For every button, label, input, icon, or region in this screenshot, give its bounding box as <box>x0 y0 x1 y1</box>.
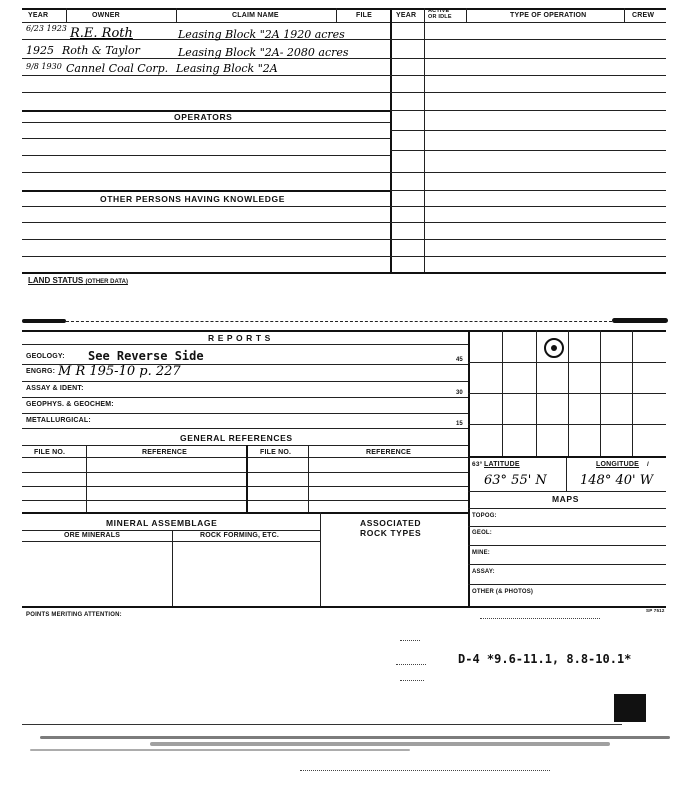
scan-black-block <box>614 694 646 722</box>
header-file: FILE <box>356 12 372 19</box>
longitude-suffix: / <box>647 461 650 468</box>
other-persons-heading: OTHER PERSONS HAVING KNOWLEDGE <box>100 194 286 204</box>
grid-number-45: 45 <box>456 357 463 363</box>
scan-smudge <box>22 319 66 323</box>
scan-noise <box>40 736 670 739</box>
header-or-idle: OR IDLE <box>428 14 452 20</box>
header-active: ACTIVE <box>428 8 450 14</box>
col-reference-2: REFERENCE <box>366 449 411 456</box>
header-type-of-operation: TYPE OF OPERATION <box>510 12 587 19</box>
scan-smudge <box>612 318 668 323</box>
claim-1-owner: R.E. Roth <box>70 26 133 41</box>
claim-2-claim: Leasing Block "2A- 2080 acres <box>178 46 349 59</box>
geology-label: GEOLOGY: <box>26 353 65 360</box>
metallurgical-label: METALLURGICAL: <box>26 417 91 424</box>
geophys-geochem-label: GEOPHYS. & GEOCHEM: <box>26 401 114 408</box>
mineral-assemblage-heading: MINERAL ASSEMBLAGE <box>106 518 218 528</box>
maps-other-label: OTHER (& PHOTOS) <box>472 589 534 595</box>
scan-noise <box>30 749 410 751</box>
latitude-value: 63° 55' N <box>484 473 547 488</box>
index-code: D-4 *9.6-11.1, 8.8-10.1* <box>458 652 632 666</box>
general-references-heading: GENERAL REFERENCES <box>180 433 293 443</box>
geology-value: See Reverse Side <box>88 349 204 363</box>
form-number: SP 7512 <box>646 608 665 613</box>
claim-3-owner: Cannel Coal Corp. <box>66 62 169 75</box>
claim-2-owner: Roth & Taylor <box>62 44 140 57</box>
header-year-2: YEAR <box>396 12 417 19</box>
grid-number-15: 15 <box>456 421 463 427</box>
header-year: YEAR <box>28 12 49 19</box>
longitude-label: LONGITUDE <box>596 461 640 468</box>
maps-geol-label: GEOL: <box>472 530 492 536</box>
claim-1-year: 6/23 1923 <box>26 24 67 33</box>
grid-location-marker <box>544 338 564 358</box>
reports-heading: R E P O R T S <box>208 333 271 343</box>
claim-3-year: 9/8 1930 <box>26 62 62 71</box>
assay-ident-label: ASSAY & IDENT: <box>26 385 84 392</box>
land-status-label: LAND STATUS (OTHER DATA) <box>28 276 128 285</box>
latitude-prefix: 63° <box>472 461 483 468</box>
claim-2-year: 1925 <box>26 44 54 57</box>
col-file-no: FILE NO. <box>34 449 66 456</box>
engrg-value: M R 195-10 p. 227 <box>58 364 181 379</box>
header-claim-name: CLAIM NAME <box>232 12 279 19</box>
ore-minerals-label: ORE MINERALS <box>64 532 121 539</box>
associated-label: ASSOCIATED <box>360 518 422 528</box>
header-owner: OWNER <box>92 12 120 19</box>
col-file-no-2: FILE NO. <box>260 449 292 456</box>
maps-assay-label: ASSAY: <box>472 569 495 575</box>
operators-heading: OPERATORS <box>174 112 233 122</box>
maps-mine-label: MINE: <box>472 550 490 556</box>
col-reference: REFERENCE <box>142 449 187 456</box>
longitude-value: 148° 40' W <box>580 473 654 488</box>
claim-3-claim: Leasing Block "2A <box>176 62 278 75</box>
rock-forming-label: ROCK FORMING, ETC. <box>200 532 280 539</box>
engrg-label: ENGRG: <box>26 368 56 375</box>
maps-topog-label: TOPOG: <box>472 513 497 519</box>
grid-number-30: 30 <box>456 390 463 396</box>
points-meriting-attention-label: POINTS MERITING ATTENTION: <box>26 612 122 618</box>
maps-heading: MAPS <box>552 494 579 504</box>
rock-types-label: ROCK TYPES <box>360 528 422 538</box>
latitude-label: LATITUDE <box>484 461 520 468</box>
scan-noise <box>150 742 610 746</box>
header-crew: CREW <box>632 12 655 19</box>
claim-1-claim: Leasing Block "2A 1920 acres <box>178 28 345 41</box>
